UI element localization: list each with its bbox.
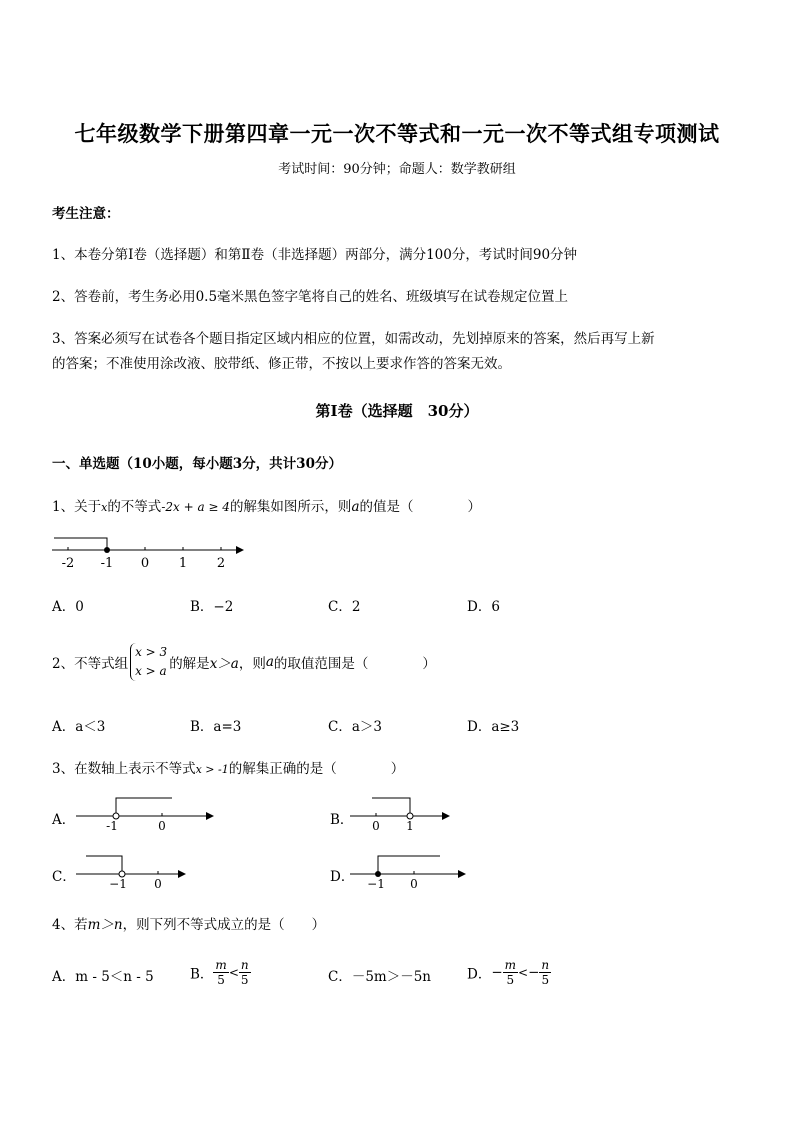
q2-system-line-2: x > a xyxy=(135,664,167,678)
q4-b-den: 5 xyxy=(240,973,249,987)
q1-var-a: a xyxy=(351,499,360,515)
q3-a-tick-label: -1 xyxy=(106,819,118,833)
q3-d-tick-label: −1 xyxy=(367,877,385,891)
question-3 xyxy=(52,757,404,777)
question-4 xyxy=(52,913,325,933)
page-subtitle: 考试时间：90分钟；命题人：数学教研组 xyxy=(278,162,516,177)
q1-tick-label: 1 xyxy=(178,556,188,571)
q3-option-d-letter[interactable]: D． xyxy=(330,869,355,885)
q4-b-fraction-m xyxy=(213,958,228,987)
q2-inequality-system xyxy=(130,643,167,681)
q3-prefix: 3、在数轴上表示不等式 xyxy=(52,761,196,777)
q3-option-c-letter[interactable]: C． xyxy=(52,869,76,885)
q4-d-relation: < xyxy=(518,965,529,980)
q2-option-a[interactable]: A．a＜3 xyxy=(52,719,106,735)
q2-condition: x＞a xyxy=(209,656,239,672)
page-title: 七年级数学下册第四章一元一次不等式和一元一次不等式组专项测试 xyxy=(74,121,720,146)
q4-option-c[interactable]: C．－5m＞－5n xyxy=(328,969,432,985)
q1-option-c[interactable]: C．2 xyxy=(328,599,361,615)
q2-option-d[interactable]: D．a≥3 xyxy=(467,719,520,735)
q4-suffix: ，则下列不等式成立的是（ ） xyxy=(122,917,326,933)
q1-mid: 的不等式 xyxy=(107,499,162,515)
q4-b-num-m: m xyxy=(215,958,227,972)
q2-option-c[interactable]: C．a＞3 xyxy=(328,719,382,735)
q4-d-den: 5 xyxy=(506,973,515,987)
q1-tick-label: -2 xyxy=(61,556,75,571)
part-heading: 一、单选题（10小题，每小题3分，共计30分） xyxy=(52,456,342,472)
q4-d-minus: − xyxy=(491,964,503,981)
q3-b-tick-label: 0 xyxy=(372,819,380,833)
q1-tick-label: 0 xyxy=(140,556,150,571)
q1-prefix: 1、关于 xyxy=(52,499,102,515)
q4-prefix: 4、若 xyxy=(52,917,88,933)
q4-b-letter: B． xyxy=(190,966,214,983)
q3-a-tick-label: 0 xyxy=(158,819,166,833)
q1-solid-point xyxy=(104,547,110,553)
q4-b-num-n: n xyxy=(240,958,249,972)
q4-b-relation: < xyxy=(228,965,239,980)
q2-option-b[interactable]: B．a=3 xyxy=(190,719,242,735)
notice-item-2: 2、答卷前，考生务必用0.5毫米黑色签字笔将自己的姓名、班级填写在试卷规定位置上 xyxy=(52,289,569,305)
q3-option-d-number-line[interactable] xyxy=(348,850,470,892)
q4-b-fraction-n xyxy=(239,958,251,987)
notice-item-1: 1、本卷分第Ⅰ卷（选择题）和第Ⅱ卷（非选择题）两部分，满分100分，考试时间90分钟 xyxy=(52,247,578,263)
question-2 xyxy=(52,643,436,681)
q1-suffix: 的值是（ ） xyxy=(359,499,481,515)
q1-option-d[interactable]: D．6 xyxy=(467,599,500,615)
q2-mid2: ，则 xyxy=(238,656,266,672)
q2-system-line-1: x > 3 xyxy=(135,645,168,659)
q1-option-a[interactable]: A．0 xyxy=(52,599,84,615)
q2-suffix: 的取值范围是（ ） xyxy=(273,656,436,672)
q4-d-fraction-n xyxy=(539,958,551,987)
q3-expression: x > -1 xyxy=(195,763,229,776)
q3-option-b-number-line[interactable] xyxy=(348,792,458,834)
q2-prefix: 2、不等式组 xyxy=(52,656,129,672)
q1-tick-label: 2 xyxy=(216,556,226,571)
q1-mid2: 的解集如图所示，则 xyxy=(229,499,352,515)
q1-tick-label: -1 xyxy=(100,556,114,571)
q4-d-letter: D． xyxy=(467,966,492,983)
q1-var-x: x xyxy=(101,501,108,514)
q4-option-b[interactable] xyxy=(190,958,251,987)
q3-suffix: 的解集正确的是（ ） xyxy=(228,761,405,777)
q4-condition: m＞n xyxy=(87,917,123,933)
q3-b-tick-label: 1 xyxy=(406,819,414,833)
question-1 xyxy=(52,495,481,515)
q3-option-c-number-line[interactable] xyxy=(74,850,192,892)
q4-option-d[interactable] xyxy=(467,958,551,987)
q3-d-tick-label: 0 xyxy=(410,877,418,891)
q1-number-line xyxy=(50,530,250,572)
q1-expression: -2x + a ≥ 4 xyxy=(161,500,230,514)
q4-d-num-n: n xyxy=(541,958,550,972)
notice-heading: 考生注意： xyxy=(52,206,120,222)
q3-option-a-number-line[interactable] xyxy=(74,792,219,834)
q4-b-den: 5 xyxy=(217,973,225,987)
q2-mid: 的解是 xyxy=(169,656,210,672)
q3-option-a-letter[interactable]: A． xyxy=(52,812,76,828)
q4-d-den: 5 xyxy=(541,973,550,987)
q2-var-a: a xyxy=(265,654,274,670)
q4-d-num-m: m xyxy=(504,958,517,972)
q4-d-minus: − xyxy=(528,964,540,981)
notice-item-3-cont: 的答案；不准使用涂改液、胶带纸、修正带，不按以上要求作答的答案无效。 xyxy=(52,356,511,372)
q4-d-fraction-m xyxy=(503,958,518,987)
q3-c-tick-label: −1 xyxy=(109,877,127,891)
section-title: 第Ⅰ卷（选择题 30分） xyxy=(315,402,479,420)
q3-option-b-letter[interactable]: B． xyxy=(330,812,354,828)
notice-item-3: 3、答案必须写在试卷各个题目指定区域内相应的位置，如需改动，先划掉原来的答案，然后再写上新 xyxy=(52,331,655,347)
q1-option-b[interactable]: B．−2 xyxy=(190,599,234,615)
q3-c-tick-label: 0 xyxy=(154,877,162,891)
q4-option-a[interactable]: A．m - 5＜n - 5 xyxy=(52,969,154,985)
